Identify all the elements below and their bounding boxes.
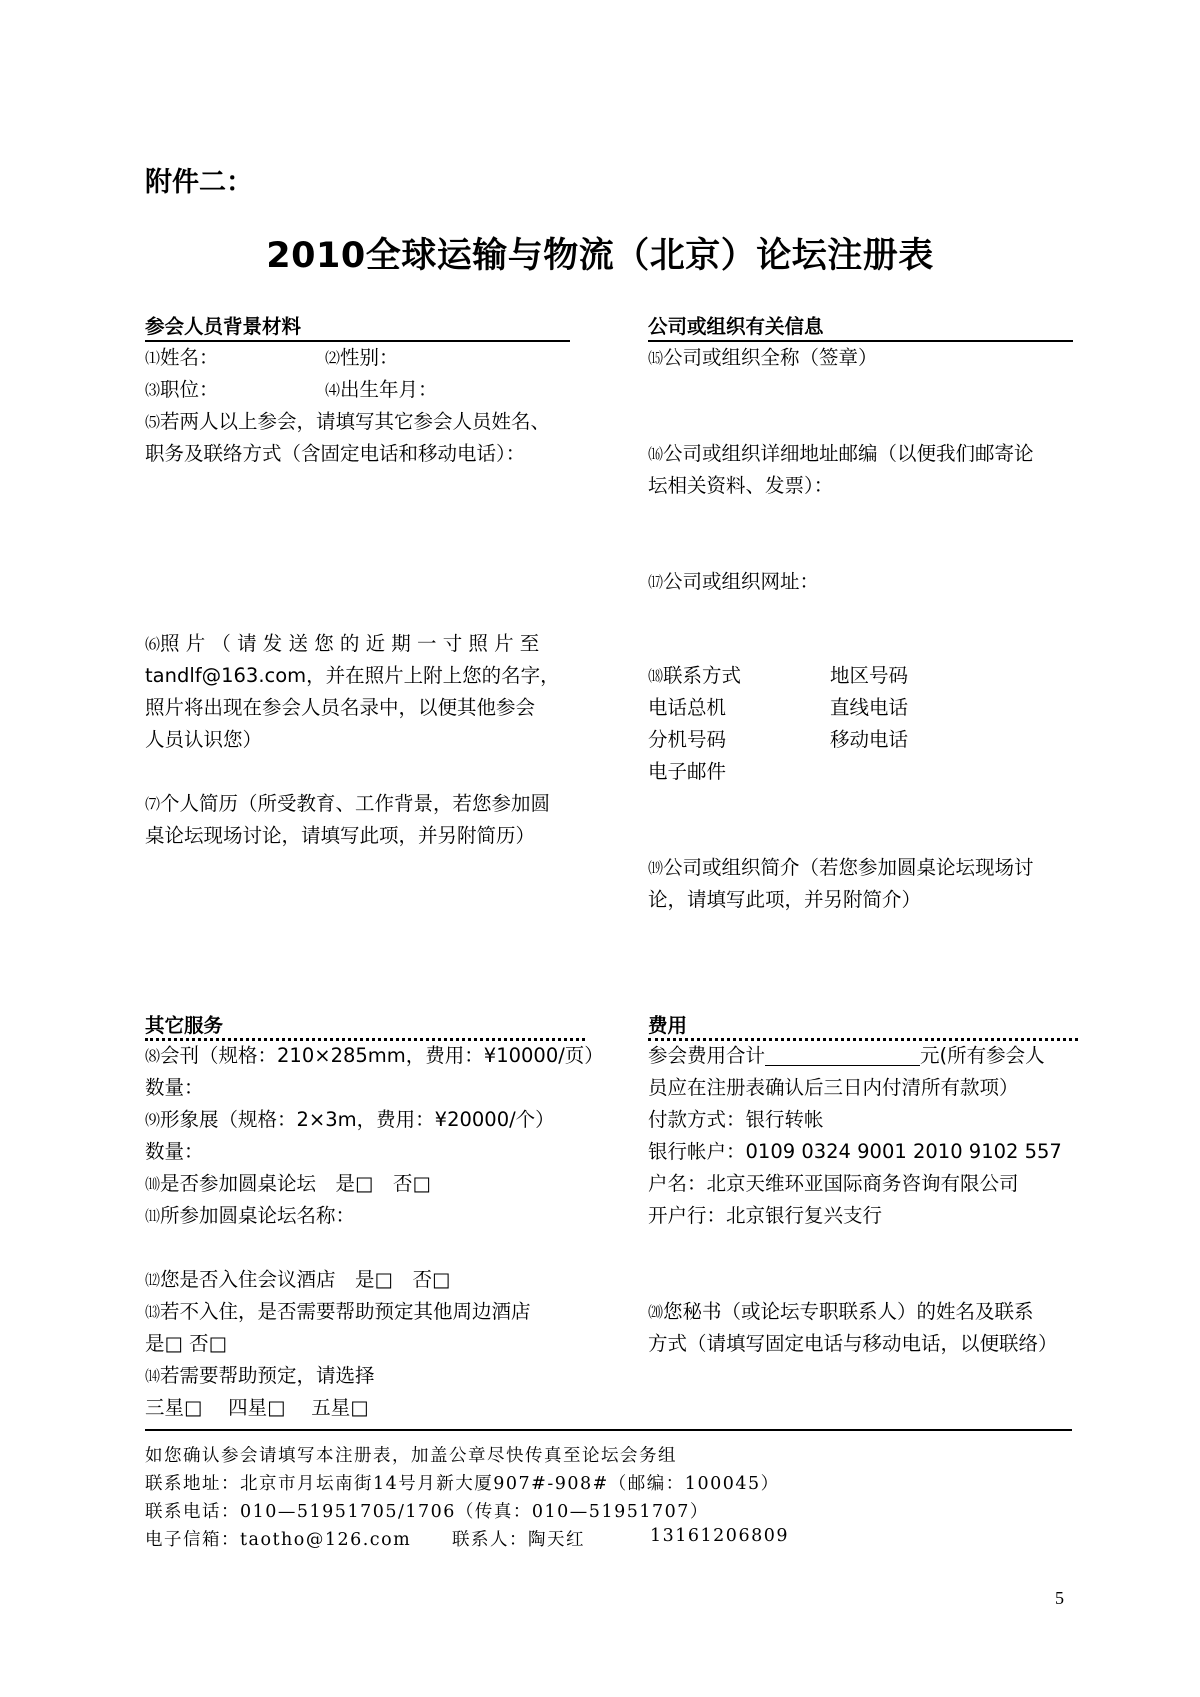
exhibition-quantity-field[interactable]: 数量： (145, 1140, 204, 1163)
name-field[interactable]: ⑴姓名： (145, 346, 219, 369)
roundtable-checkbox[interactable]: ⑽是否参加圆桌论坛 是□ 否□ (145, 1172, 431, 1195)
resume-field[interactable]: ⑺个人简历（所受教育、工作背景，若您参加圆 (145, 792, 551, 815)
secretary-contact-line2: 方式（请填写固定电话与移动电话，以便联络） (648, 1332, 1058, 1355)
bank-account: 银行帐户：0109 0324 9001 2010 9102 557 (648, 1140, 1062, 1163)
total-fee-field[interactable]: 参会费用合计 元(所有参会人 (648, 1044, 1045, 1067)
hotel-star-question: ⒁若需要帮助预定，请选择 (145, 1364, 375, 1387)
company-address-field[interactable]: ⒃公司或组织详细地址邮编（以便我们邮寄论 (648, 442, 1034, 465)
footer-divider (145, 1429, 1072, 1431)
photo-line2: tandlf@163.com，并在照片上附上您的名字， (145, 664, 560, 687)
birthdate-field[interactable]: ⑷出生年月： (325, 378, 438, 401)
footer-contact-phone: 13161206809 (650, 1526, 789, 1546)
secretary-contact-field[interactable]: ⒇您秘书（或论坛专职联系人）的姓名及联系 (648, 1300, 1034, 1323)
account-name: 户名：北京天维环亚国际商务咨询有限公司 (648, 1172, 1019, 1195)
photo-line3: 照片将出现在参会人员名录中，以便其他参会 (145, 696, 536, 719)
contact-method-field[interactable]: ⒅联系方式 (648, 664, 742, 687)
footer-address: 联系地址：北京市月坛南街14号月新大厦907#-908#（邮编：100045） (145, 1474, 780, 1494)
area-code-field[interactable]: 地区号码 (830, 664, 909, 687)
photo-line4: 人员认识您） (145, 728, 263, 751)
switchboard-field[interactable]: 电话总机 (648, 696, 727, 719)
company-name-field[interactable]: ⒂公司或组织全称（签章） (648, 346, 878, 369)
footer-phone: 联系电话：010—51951705/1706（传真：010—51951707） (145, 1502, 709, 1522)
fees-heading: 费用 (648, 1014, 688, 1037)
footer-email: 电子信箱：taotho@126.com (145, 1530, 412, 1550)
total-fee-note: 员应在注册表确认后三日内付清所有款项） (648, 1076, 1019, 1099)
attachment-label: 附件二： (145, 167, 253, 198)
email-field[interactable]: 电子邮件 (648, 760, 727, 783)
brochure-quantity-field[interactable]: 数量： (145, 1076, 204, 1099)
exhibition-field[interactable]: ⑼形象展（规格：2×3m，费用：¥20000/个） (145, 1108, 555, 1131)
mobile-field[interactable]: 移动电话 (830, 728, 909, 751)
hotel-star-checkbox[interactable]: 三星□ 四星□ 五星□ (145, 1396, 369, 1419)
photo-field[interactable]: ⑹照 片 （ 请 发 送 您 的 近 期 一 寸 照 片 至 (145, 632, 540, 655)
company-intro-line2: 论，请填写此项，并另附简介） (648, 888, 922, 911)
direct-line-field[interactable]: 直线电话 (830, 696, 909, 719)
other-hotel-checkbox[interactable]: 是□ 否□ (145, 1332, 228, 1355)
footer-instruction: 如您确认参会请填写本注册表，加盖公章尽快传真至论坛会务组 (145, 1446, 677, 1466)
hotel-checkbox[interactable]: ⑿您是否入住会议酒店 是□ 否□ (145, 1268, 451, 1291)
footer-contact-person: 联系人：陶天红 (452, 1530, 585, 1550)
roundtable-name-field[interactable]: ⑾所参加圆桌论坛名称： (145, 1204, 356, 1227)
other-attendees-field[interactable]: ⑸若两人以上参会，请填写其它参会人员姓名、 (145, 410, 551, 433)
brochure-ad-field[interactable]: ⑻会刊（规格：210×285mm，费用：¥10000/页） (145, 1044, 604, 1067)
resume-line2: 桌论坛现场讨论，请填写此项，并另附简历） (145, 824, 536, 847)
company-website-field[interactable]: ⒄公司或组织网址： (648, 570, 820, 593)
bank-branch: 开户行：北京银行复兴支行 (648, 1204, 883, 1227)
total-fee-input[interactable] (765, 1043, 920, 1066)
payment-method: 付款方式：银行转帐 (648, 1108, 824, 1131)
position-field[interactable]: ⑶职位： (145, 378, 219, 401)
page-title: 2010全球运输与物流（北京）论坛注册表 (266, 236, 934, 276)
other-attendees-line2: 职务及联络方式（含固定电话和移动电话）： (145, 442, 526, 465)
services-heading: 其它服务 (145, 1014, 224, 1037)
company-heading: 公司或组织有关信息 (648, 315, 824, 338)
company-address-line2: 坛相关资料、发票）： (648, 474, 834, 497)
company-intro-field[interactable]: ⒆公司或组织简介（若您参加圆桌论坛现场讨 (648, 856, 1034, 879)
gender-field[interactable]: ⑵性别： (325, 346, 399, 369)
participant-heading: 参会人员背景材料 (145, 315, 302, 338)
other-hotel-question: ⒀若不入住，是否需要帮助预定其他周边酒店 (145, 1300, 531, 1323)
extension-field[interactable]: 分机号码 (648, 728, 727, 751)
page-number: 5 (1055, 1588, 1064, 1608)
